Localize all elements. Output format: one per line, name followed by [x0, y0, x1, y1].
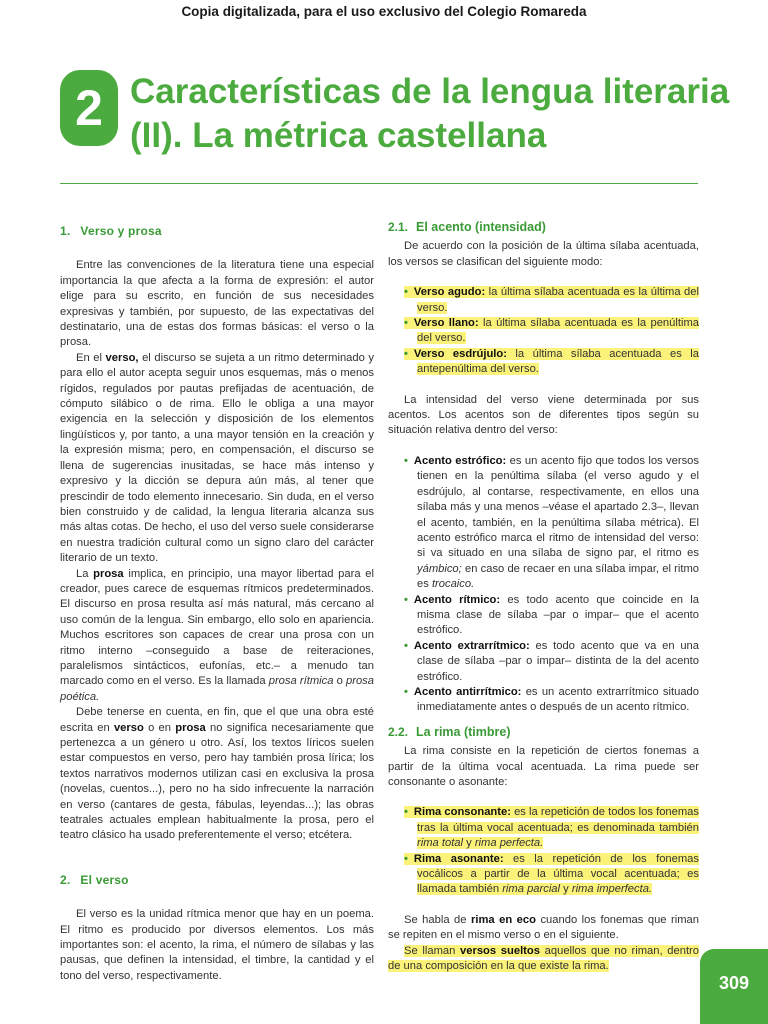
chapter-number-badge: 2 — [60, 70, 118, 146]
list-item: • Acento rítmico: es todo acento que coincide en la misma clase de sílaba –par o impar– que el acento estrófico. — [404, 593, 699, 637]
list-item: • Verso esdrújulo: la última sílaba acentuada es la antepenúltima del verso. — [404, 347, 699, 376]
accent-type-list — [388, 454, 699, 716]
page-number: 309 — [700, 949, 768, 1024]
list-item: • Verso llano: la última sílaba acentuada es la penúltima del verso. — [404, 317, 700, 345]
verse-type-list — [388, 285, 699, 377]
paragraph-highlighted: Se llaman versos sueltos aquellos que no riman, dentro de una composición en la que existe la rima. — [388, 944, 699, 973]
list-item: • Acento extrarrítmico: es todo acento que va en una clase de sílaba –par o impar– distinta de la del acento estrófico. — [404, 639, 699, 683]
list-item: • Acento estrófico: es un acento fijo que todos los versos tienen en la penúltima sílaba (el verso agudo y el esdrújulo, al contarse, respectivamente, en ellos una sílaba más y una menos –véase el apartado 2.3–, llevan el acento, también, en la penúltima sílaba métrica). El acento estrófico marca el ritmo de intensidad del verso: si va situado en una sílaba de signo par, el ritmo es yámbico; en caso de recaer en una sílaba impar, el ritmo es trocaico. — [404, 454, 699, 591]
paragraph: La prosa implica, en principio, una mayor libertad para el creador, pues carece de esquemas rítmicos predeterminados. El discurso en prosa resulta así más natural, más cercano al uso común de la lengua. Sin embargo, ello solo en apariencia. Muchos escritores son capaces de crear una prosa con un ritmo interno –conseguido a base de reiteraciones, paralelismos sintácticos, eufonías, etc.– a menudo tan marcado como en el verso. Es la llamada prosa rítmica o prosa poética. — [60, 567, 374, 703]
title-divider — [60, 183, 698, 184]
list-item: • Rima consonante: es la repetición de todos los fonemas tras la última vocal acentuada; es denominada también rima total y rima perfecta. — [404, 806, 699, 850]
chapter-title: Características de la lengua literaria (II). La métrica castellana — [130, 72, 730, 155]
paragraph: Entre las convenciones de la literatura tiene una especial importancia la que afecta a la forma de expresión: el autor elige para su escrito, en función de sus necesidades expresivas y también, por supuesto, de las expectativas del destinatario, una de estas dos formas básicas: el verso o la prosa. — [60, 259, 374, 349]
section-heading-el-verso: 2. El verso — [60, 872, 129, 887]
paragraph: Debe tenerse en cuenta, en fin, que el que una obra esté escrita en verso o en prosa no significa necesariamente que pertenezca a un género u otro. Así, los textos líricos suelen estar compuestos en verso, pero hay también prosa lírica; los textos narrativos modernos utilizan casi en exclusiva la prosa (novelas, cuentos...), pero no ha sido infrecuente la narración en verso (cantares de gesta, fábulas, leyendas...); las obras teatrales actuales emplean habitualmente la prosa, pero el teatro clásico ha usado preferentemente el verso; etcétera. — [60, 706, 374, 842]
list-item: • Rima asonante: es la repetición de los fonemas vocálicos a partir de la última vocal acentuada; es llamada también rima parcial y rima imperfecta. — [404, 852, 699, 896]
section-heading-verso-prosa: 1. Verso y prosa — [60, 224, 162, 238]
paragraph: El verso es la unidad rítmica menor que hay en un poema. El ritmo es producido por diversos elementos. Los más importantes son: el acento, la rima, el número de sílabas y las pausas, que definen la intensidad, el timbre, la cantidad y el tono del verso, respectivamente. — [60, 908, 374, 982]
paragraph: En el verso, el discurso se sujeta a un ritmo determinado y para ello el autor acepta seguir unos esquemas, más o menos rígidos, regulados por pautas prefijadas de acentuación, de cómputo silábico o de rima. Ello le obliga a una mayor exigencia en la selección y disposición de los elementos lingüísticos y, por tanto, a una mayor tensión en la creación y la expresión misma; pero, en compensación, el discurso se llena de sugerencias inusitadas, se hace más intenso y expresivo y la dicción se depura aún más, al tener que prescindir de todo elemento innecesario. Sin duda, en el verso bien construido y de calidad, la lengua literaria alcanza sus más altas cotas. De hecho, el uso del verso suele considerarse en nuestra tradición cultural como un signo claro del carácter literario de un texto. — [60, 351, 375, 565]
right-column — [388, 220, 699, 974]
paragraph: Se habla de rima en eco cuando los fonemas que riman se repiten en el mismo verso o en el siguiente. — [388, 913, 700, 942]
subsection-heading-rima: 2.2. La rima (timbre) — [388, 724, 511, 739]
left-column — [60, 224, 374, 984]
subsection-heading-acento: 2.1. El acento (intensidad) — [388, 220, 546, 234]
list-item: • Acento antirrítmico: es un acento extrarrítmico situado inmediatamente antes o después de un acento rítmico. — [404, 685, 699, 714]
paragraph: La rima consiste en la repetición de ciertos fonemas a partir de la última vocal acentuada. La rima puede ser consonante o asonante: — [388, 745, 699, 788]
paragraph: De acuerdo con la posición de la última sílaba acentuada, los versos se clasifican del siguiente modo: — [388, 240, 699, 268]
paragraph: La intensidad del verso viene determinada por sus acentos. Los acentos son de diferentes tipos según su situación relativa dentro del verso: — [388, 393, 699, 437]
header-note: Copia digitalizada, para el uso exclusivo del Colegio Romareda — [181, 4, 587, 19]
list-item: • Verso agudo: la última sílaba acentuada es la última del verso. — [404, 286, 699, 314]
rhyme-type-list — [388, 805, 699, 897]
